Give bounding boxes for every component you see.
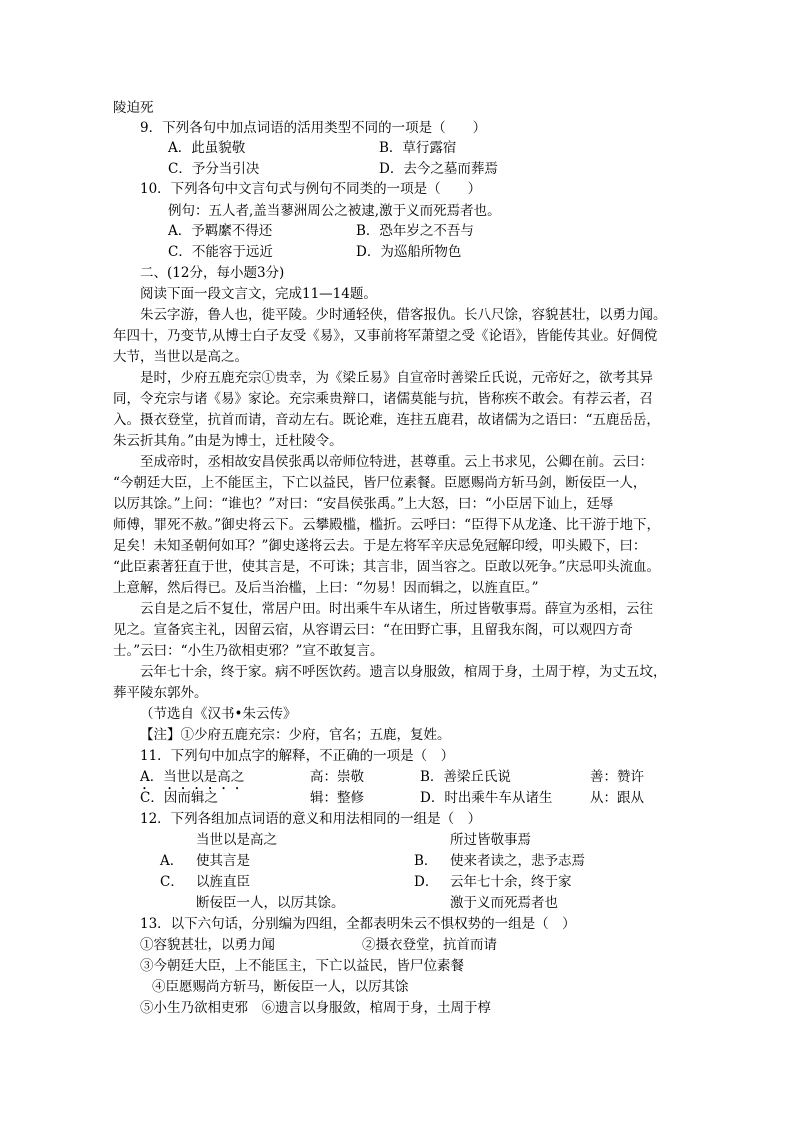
sentence-3: ③今朝廷大臣，上不能匡主，下亡以益民，皆尸位素餐 xyxy=(140,958,464,974)
question-9: 9．下列各句中加点词语的活用类型不同的一项是（ ） xyxy=(140,120,487,136)
question-12: 12．下列各组加点词语的意义和用法相同的一组是（ ） xyxy=(140,811,482,827)
passage-line: 大节，当世以是高之。 xyxy=(113,349,248,365)
passage-line: 葬平陵东郭外。 xyxy=(113,685,208,701)
sentence-1: ①容貌甚壮，以勇力闻 xyxy=(140,937,275,953)
passage-line: 云年七十余，终于家。病不呼医饮药。遗言以身服敛，棺周于身，土周于椁，为丈五坟， xyxy=(140,664,667,680)
passage-line: 上意解，然后得已。及后当治槛，上曰：“勿易！因而辑之，以旌直臣。” xyxy=(113,580,539,596)
option-a-line1: 当世以是高之 xyxy=(196,832,277,848)
option-a-line2: 使其言是 xyxy=(196,853,250,869)
example-sentence: 例句：五人者,盖当蓼洲周公之被逮,激于义而死焉者也。 xyxy=(168,203,501,219)
passage-line: 见之。宣备宾主礼，因留云宿，从容谓云曰：“在田野亡事，且留我东阁，可以观四方奇 xyxy=(113,622,633,638)
passage-line: 士。”云曰：“小生乃欲相吏邪？”宣不敢复言。 xyxy=(113,643,384,659)
option-c-line2: 断佞臣一人，以厉其馀。 xyxy=(196,895,345,911)
option-d: D．时出乘牛车从诸生 xyxy=(420,790,553,806)
sentence-4: ④臣愿赐尚方斩马，断佞臣一人，以厉其馀 xyxy=(152,979,409,995)
sentence-2: ②摄衣登堂，抗首而请 xyxy=(362,937,497,953)
passage-line: 朱云字游，鲁人也，徙平陵。少时通轻侠，借客报仇。长八尺馀，容貌甚壮，以勇力闻。 xyxy=(140,307,667,323)
sentence-5-6: ⑤小生乃欲相吏邪 ⑥遗言以身服敛，棺周于身，土周于椁 xyxy=(140,1000,491,1016)
option-a-label: A． xyxy=(160,853,184,869)
passage-line: 云自是之后不复仕，常居户田。时出乘牛车从诸生，所过皆敬事焉。薛宣为丞相，云往 xyxy=(140,601,653,617)
option-c-gloss: 辑：整修 xyxy=(310,790,364,806)
footnote: 【注】①少府五鹿充宗：少府，官名；五鹿，复姓。 xyxy=(140,727,451,743)
passage-line: “此臣素著狂直于世，使其言是，不可诛；其言非，固当容之。臣敢以死争。”庆忌叩头流血。 xyxy=(113,559,661,575)
option-c-label: C． xyxy=(160,874,184,890)
option-c: C．予分当引决 xyxy=(168,161,260,177)
section-heading: 二、(12分，每小题3分) xyxy=(140,265,285,281)
option-c-line1: 以旌直臣 xyxy=(196,874,250,890)
passage-line: 同，令充宗与诸《易》家论。充宗乘贵辩口，诸儒莫能与抗，皆称疾不敢会。有荐云者，召 xyxy=(113,391,653,407)
text-line: 陵迫死 xyxy=(113,100,154,116)
option-b-gloss: 善：赞许 xyxy=(590,769,644,785)
option-c: C．不能容于远近 xyxy=(168,244,273,260)
option-b-line1: 所过皆敬事焉 xyxy=(450,832,531,848)
question-13: 13．以下六句话，分别编为四组，全都表明朱云不惧权势的一组是（ ） xyxy=(140,916,576,932)
passage-line: 朱云折其角。”由是为博士，迁杜陵令。 xyxy=(113,433,343,449)
source-citation: （节选自《汉书•朱云传》 xyxy=(140,706,297,722)
passage-line: “今朝廷大臣，上不能匡主，下亡以益民，皆尸位素餐。臣愿赐尚方斩马剑，断佞臣一人， xyxy=(113,475,647,491)
option-b-label: B． xyxy=(414,853,438,869)
option-a-gloss: 高：崇敬 xyxy=(310,769,364,785)
option-d-line1: 云年七十余，终于家 xyxy=(450,874,572,890)
passage-line: 年四十，乃变节,从博士白子友受《易》，又事前将军萧望之受《论语》，皆能传其业。好倜傥 xyxy=(113,328,658,344)
option-a: A．此虽貌敬 xyxy=(168,140,246,156)
option-a: A．予羁縻不得还 xyxy=(168,223,273,239)
instruction: 阅读下面一段文言文，完成11—14题。 xyxy=(140,286,377,302)
passage-line: 师傅，罪死不赦。”御史将云下。云攀殿槛，槛折。云呼曰：“臣得下从龙逢、比干游于地下， xyxy=(113,517,661,533)
option-d-label: D． xyxy=(414,874,439,890)
question-10: 10．下列各句中文言句式与例句不同类的一项是（ ） xyxy=(140,181,482,197)
passage-line: 足矣！未知圣朝何如耳？”御史遂将云去。于是左将军辛庆忌免冠解印绶，叩头殿下，曰： xyxy=(113,538,647,554)
option-a: A．当世以是高之 xyxy=(140,769,245,785)
option-b: B．善梁丘氏说 xyxy=(420,769,511,785)
option-d-line2: 激于义而死焉者也 xyxy=(450,895,558,911)
passage-line: 至成帝时，丞相故安昌侯张禹以帝师位特进，甚尊重。云上书求见，公卿在前。云曰： xyxy=(140,454,653,470)
option-b: B．恐年岁之不吾与 xyxy=(356,223,474,239)
question-11: 11．下列句中加点字的解释，不正确的一项是（ ） xyxy=(140,748,455,764)
passage-line: 是时，少府五鹿充宗①贵幸，为《梁丘易》自宣帝时善梁丘氏说，元帝好之，欲考其异 xyxy=(140,370,653,386)
option-d: D．为巡船所物色 xyxy=(356,244,462,260)
option-b: B．草行露宿 xyxy=(379,140,457,156)
option-d: D．去今之墓而葬焉 xyxy=(379,161,498,177)
passage-line: 以厉其馀。”上问：“谁也？”对曰：“安昌侯张禹。”上大怒，曰：“小臣居下讪上，廷辱 xyxy=(113,496,614,512)
option-d-gloss: 从：跟从 xyxy=(590,790,644,806)
option-b-line2: 使来者读之，悲予志焉 xyxy=(450,853,585,869)
passage-line: 入。摄衣登堂，抗首而请，音动左右。既论难，连拄五鹿君，故诸儒为之语曰：“五鹿岳岳， xyxy=(113,412,660,428)
option-c: C．因而辑之 xyxy=(140,790,218,806)
